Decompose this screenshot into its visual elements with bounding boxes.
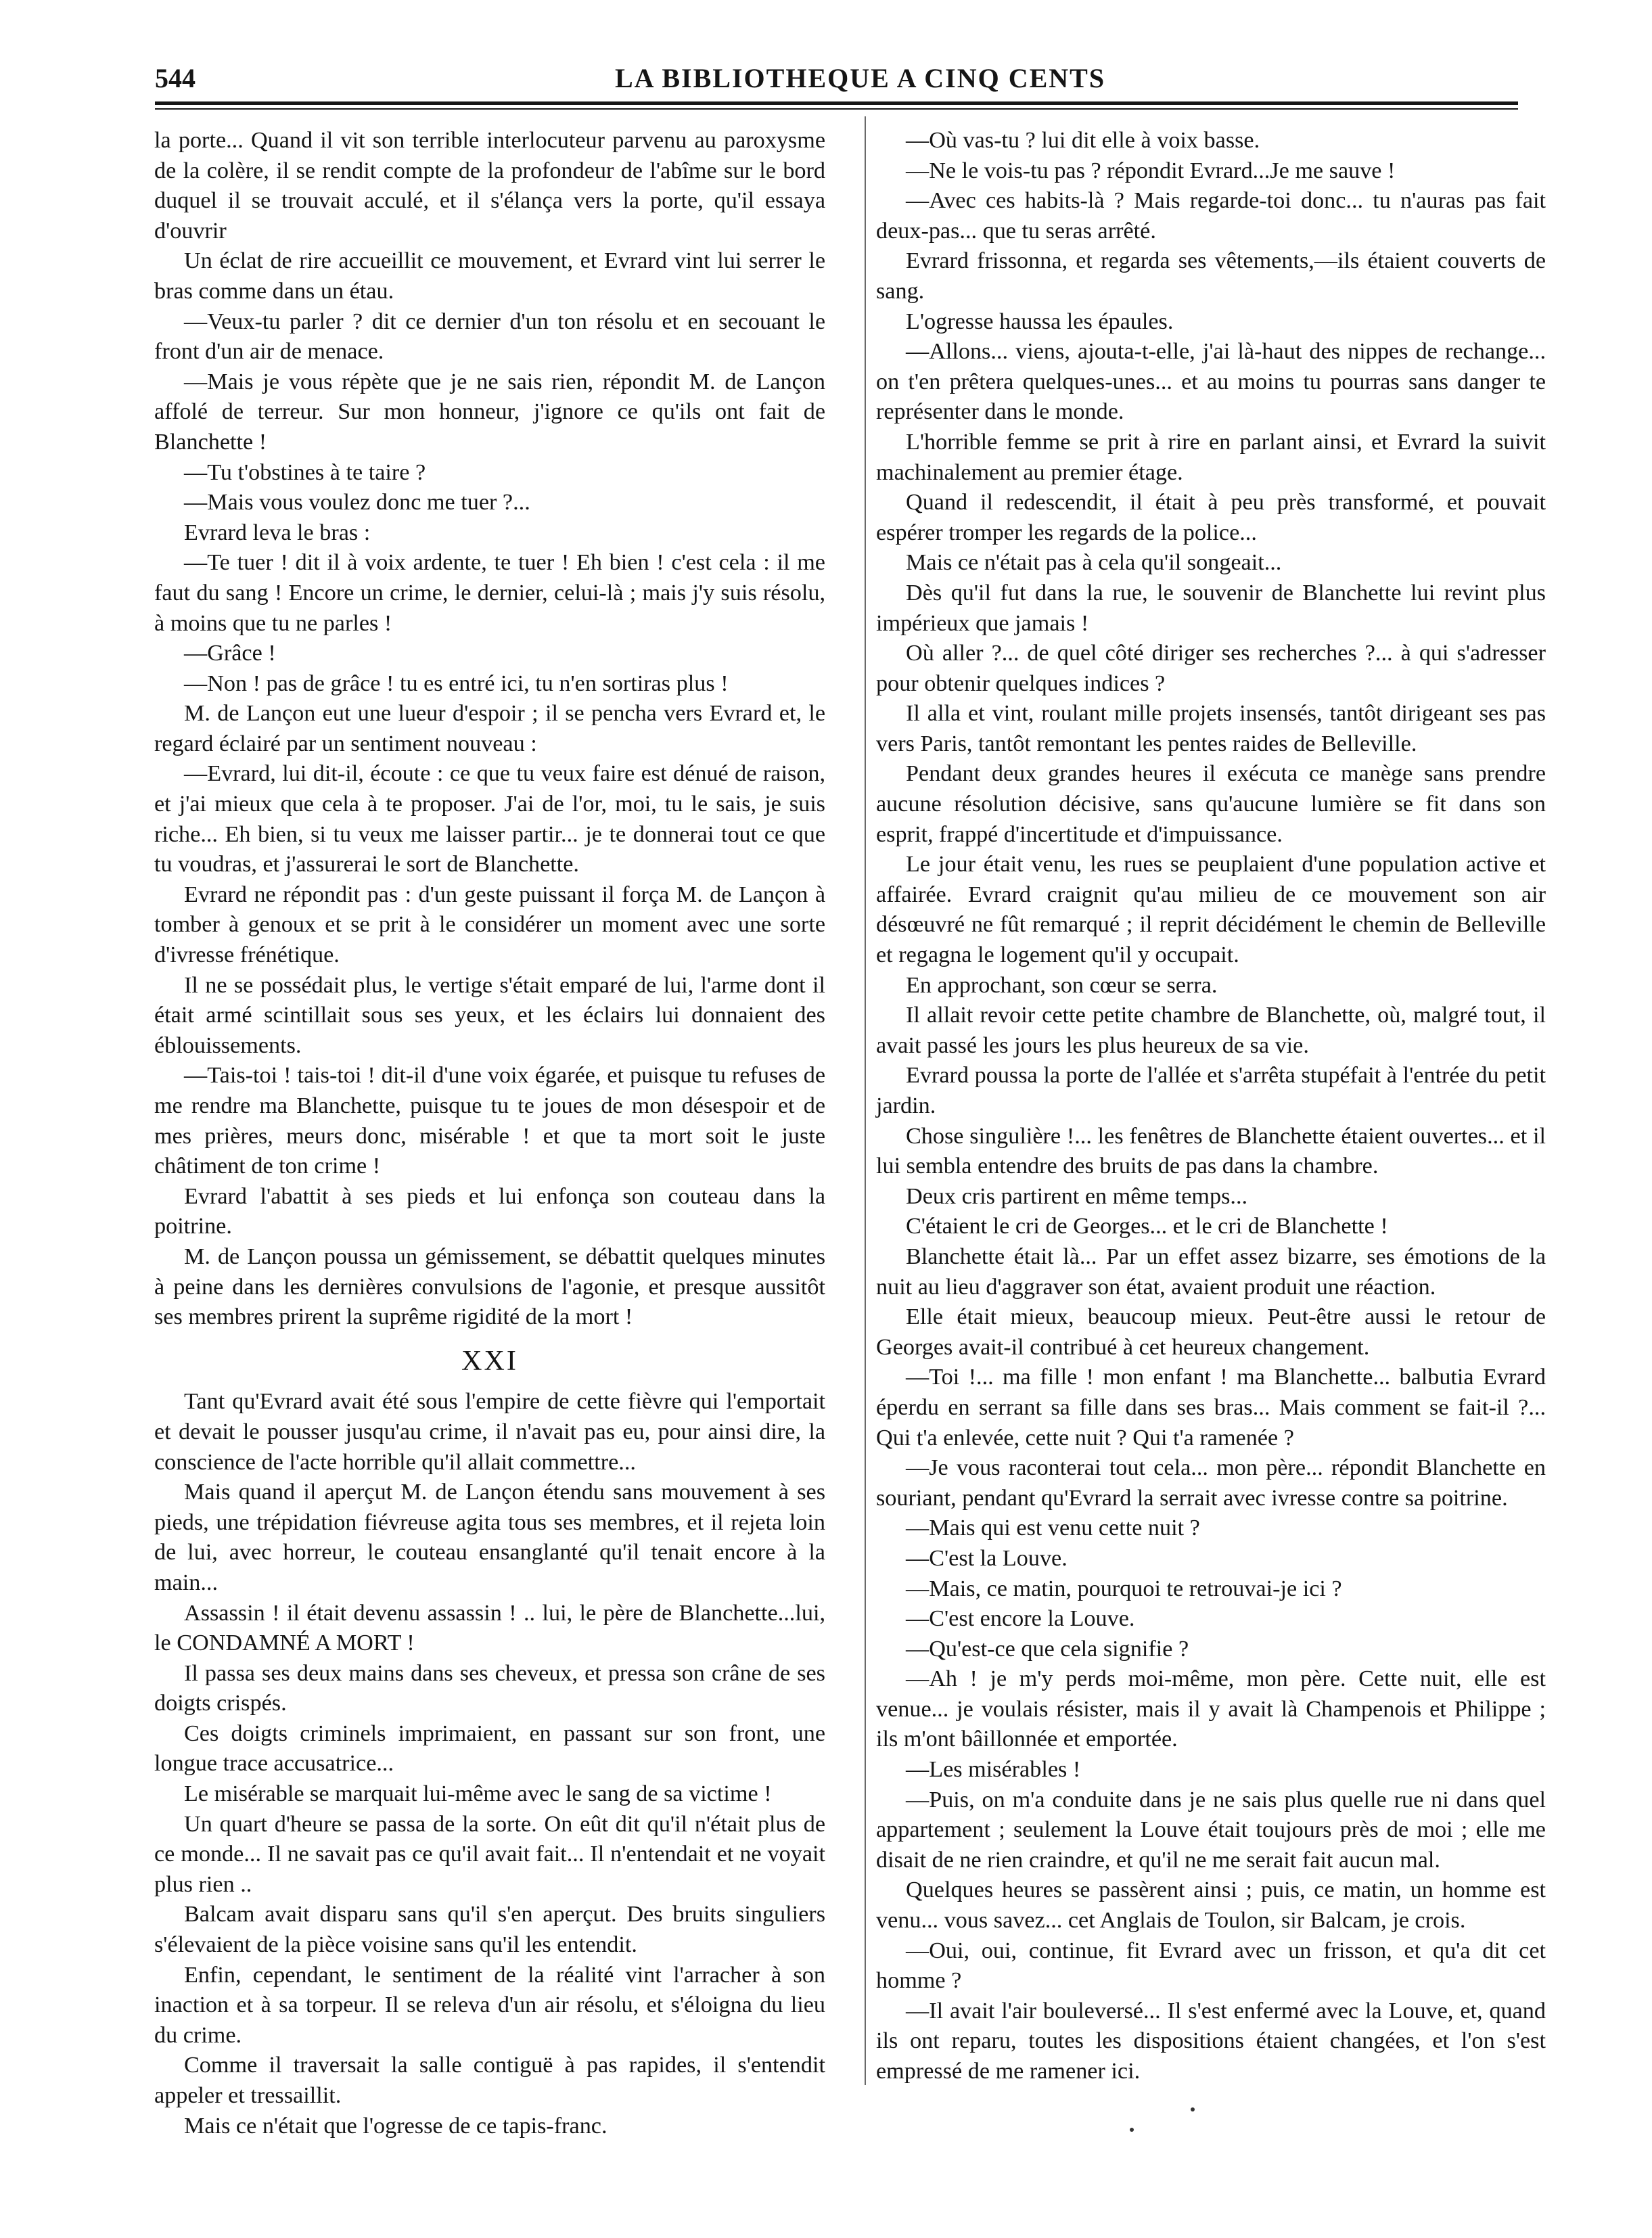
right-column [876,126,1546,2087]
chapter-heading: XXI [461,1345,518,1377]
paragraph: Evrard frissonna, et regarda ses vêtements,—ils étaient couverts de sang. [876,248,1546,304]
paragraph: —Tu t'obstines à te taire ? [184,459,426,485]
paragraph: M. de Lançon eut une lueur d'espoir ; il se pencha vers Evrard et, le regard éclairé par un sentiment nouveau : [154,701,825,756]
print-specks [1116,2101,1252,2155]
paragraph: Mais ce n'était pas à cela qu'il songeait... [906,550,1282,576]
paragraph: —Avec ces habits-là ? Mais regarde-toi donc... tu n'auras pas fait deux-pas... que tu seras arrêté. [876,188,1546,244]
ink-speck [1130,2128,1134,2132]
paragraph: Mais ce n'était que l'ogresse de ce tapis-franc. [184,2113,607,2139]
paragraph: —Ah ! je m'y perds moi-même, mon père. Cette nuit, elle est venue... je voulais résister, mais il y avait là Champenois et Philippe ; ils m'ont bâillonnée et emportée. [876,1666,1546,1752]
running-title: LA BIBLIOTHEQUE A CINQ CENTS [615,63,1106,93]
paragraph: L'ogresse haussa les épaules. [906,309,1174,334]
paragraph: Quelques heures se passèrent ainsi ; puis, ce matin, un homme est venu... vous savez... cet Anglais de Toulon, sir Balcam, je crois. [876,1877,1546,1934]
paragraph: Evrard ne répondit pas : d'un geste puissant il força M. de Lançon à tomber à genoux et se prit à le considérer un moment avec une sorte d'ivresse frénétique. [154,882,825,968]
paragraph: Tant qu'Evrard avait été sous l'empire de cette fièvre qui l'emportait et devait le pousser jusqu'au crime, il n'avait pas eu, pour ainsi dire, la conscience de l'acte horrible qu'il allait commettre... [154,1389,825,1475]
paragraph: —Où vas-tu ? lui dit elle à voix basse. [906,128,1260,153]
paragraph: —Puis, on m'a conduite dans je ne sais plus quelle rue ni dans quel appartement ; seulement la Louve était toujours près de moi ; elle me disait de ne rien craindre, et qu'il ne me serait fait aucun mal. [876,1787,1546,1873]
paragraph: —Ne le vois-tu pas ? répondit Evrard...Je me sauve ! [906,158,1396,183]
paragraph: Balcam avait disparu sans qu'il s'en aperçut. Des bruits singuliers s'élevaient de la pièce voisine sans qu'il les entendit. [154,1902,825,1958]
left-column [154,126,825,2141]
header-rule-thick [155,101,1518,105]
paragraph: Le misérable se marquait lui-même avec le sang de sa victime ! [184,1781,772,1807]
paragraph: Dès qu'il fut dans la rue, le souvenir de Blanchette lui revint plus impérieux que jamais ! [876,580,1546,636]
paragraph: C'étaient le cri de Georges... et le cri de Blanchette ! [906,1214,1388,1239]
paragraph: —Qu'est-ce que cela signifie ? [906,1636,1189,1662]
paragraph: —C'est encore la Louve. [906,1606,1135,1632]
paragraph: Evrard poussa la porte de l'allée et s'arrêta stupéfait à l'entrée du petit jardin. [876,1063,1546,1118]
page-number: 544 [155,63,196,93]
column-divider [865,116,866,2085]
paragraph: Mais quand il aperçut M. de Lançon étendu sans mouvement à ses pieds, une trépidation fiévreuse agita tous ses membres, et il rejeta loin de lui, avec horreur, le couteau ensanglanté qu'il tenait encore à la main... [154,1480,825,1595]
page-header [155,62,1518,104]
paragraph: —Toi !... ma fille ! mon enfant ! ma Blanchette... balbutia Evrard éperdu en serrant sa fille dans ses bras... Mais comment se fait-il ?... Qui t'a enlevée, cette nuit ? Qui t'a ramenée ? [876,1365,1546,1451]
paragraph: Un quart d'heure se passa de la sorte. On eût dit qu'il n'était plus de ce monde... Il ne savait pas ce qu'il avait fait... Il n'entendait et ne voyait plus rien .. [154,1811,825,1897]
paragraph: Deux cris partirent en même temps... [906,1183,1248,1209]
paragraph: —Mais vous voulez donc me tuer ?... [184,490,530,516]
paragraph: M. de Lançon poussa un gémissement, se débattit quelques minutes à peine dans les dernières convulsions de l'agonie, et presque aussitôt ses membres prirent la suprême rigidité de la mort ! [154,1243,825,1330]
header-rule-thin [155,108,1518,110]
paragraph: Un éclat de rire accueillit ce mouvement, et Evrard vint lui serrer le bras comme dans un étau. [154,248,825,304]
paragraph: —Tais-toi ! tais-toi ! dit-il d'une voix égarée, et puisque tu refuses de me rendre ma Blanchette, puisque tu te joues de mon désespoir et de mes prières, meurs donc, misérable ! et que ta mort soit le juste châtiment de ton crime ! [154,1063,825,1179]
paragraph: Il alla et vint, roulant mille projets insensés, tantôt dirigeant ses pas vers Paris, tantôt remontant les pentes raides de Belleville. [876,701,1546,756]
paragraph: L'horrible femme se prit à rire en parlant ainsi, et Evrard la suivit machinalement au premier étage. [876,429,1546,485]
paragraph: Comme il traversait la salle contiguë à pas rapides, il s'entendit appeler et tressaillit. [154,2053,825,2108]
paragraph: —C'est la Louve. [906,1545,1068,1571]
paragraph: Il passa ses deux mains dans ses cheveux, et pressa son crâne de ses doigts crispés. [154,1660,825,1716]
paragraph: Il ne se possédait plus, le vertige s'était emparé de lui, l'arme dont il était armé scintillait sous ses yeux, et les éclairs lui donnaient des éblouissements. [154,972,825,1058]
paragraph: Il allait revoir cette petite chambre de Blanchette, où, malgré tout, il avait passé les jours les plus heureux de sa vie. [876,1003,1546,1058]
paragraph: Elle était mieux, beaucoup mieux. Peut-être aussi le retour de Georges avait-il contribué à cet heureux changement. [876,1304,1546,1360]
paragraph: Evrard l'abattit à ses pieds et lui enfonça son couteau dans la poitrine. [154,1183,825,1239]
paragraph: Assassin ! il était devenu assassin ! .. lui, le père de Blanchette...lui, le CONDAMNÉ A MORT ! [154,1600,825,1656]
paragraph: Le jour était venu, les rues se peuplaient d'une population active et affairée. Evrard craignit qu'au milieu de ce mouvement son air désœuvré ne fût remarqué ; il reprit décidément le chemin de Belleville et regagna le logement qu'il y occupait. [876,852,1546,968]
paragraph: —Les misérables ! [906,1757,1081,1783]
paragraph: Blanchette était là... Par un effet assez bizarre, ses émotions de la nuit au lieu d'aggraver son état, avaient produit une réaction. [876,1243,1546,1300]
paragraph: Quand il redescendit, il était à peu près transformé, et pouvait espérer tromper les regards de la police... [876,490,1546,545]
paragraph: —Mais, ce matin, pourquoi te retrouvai-je ici ? [906,1576,1342,1601]
paragraph: —Te tuer ! dit il à voix ardente, te tuer ! Eh bien ! c'est cela : il me faut du sang ! Encore un crime, le dernier, celui-là ; mais j'y suis résolu, à moins que tu ne parles ! [154,550,825,636]
paragraph: —Non ! pas de grâce ! tu es entré ici, tu n'en sortiras plus ! [184,670,729,696]
paragraph: —Il avait l'air bouleversé... Il s'est enfermé avec la Louve, et, quand ils ont reparu, toutes les dispositions étaient changées, et l'on s'est empressé de me ramener ici. [876,1998,1546,2084]
paragraph: la porte... Quand il vit son terrible interlocuteur parvenu au paroxysme de la colère, il se rendit compte de la profondeur de l'abîme sur le bord duquel il se trouvait acculé, et il s'élança vers la porte, qu'il essaya d'ouvrir [154,128,825,244]
paragraph: Enfin, cependant, le sentiment de la réalité vint l'arracher à son inaction et à sa torpeur. Il se releva d'un air résolu, et s'éloigna du lieu du crime. [154,1962,825,2048]
paragraph: —Mais je vous répète que je ne sais rien, répondit M. de Lançon affolé de terreur. Sur mon honneur, j'ignore ce qu'ils ont fait de Blanchette ! [154,369,825,455]
ink-speck [1191,2107,1195,2111]
paragraph: Evrard leva le bras : [184,520,371,545]
paragraph: —Grâce ! [184,641,276,666]
paragraph: —Mais qui est venu cette nuit ? [906,1515,1200,1541]
paragraph: Ces doigts criminels imprimaient, en passant sur son front, une longue trace accusatrice... [154,1720,825,1777]
paragraph: —Evrard, lui dit-il, écoute : ce que tu veux faire est dénué de raison, et j'ai mieux que cela à te proposer. J'ai de l'or, moi, tu le sais, je suis riche... Eh bien, si tu veux me laisser partir... je te donnerai tout ce que tu voudras, et j'assurerai le sort de Blanchette. [154,761,825,877]
paragraph: En approchant, son cœur se serra. [906,972,1218,998]
paragraph: Chose singulière !... les fenêtres de Blanchette étaient ouvertes... et il lui sembla entendre des bruits de pas dans la chambre. [876,1123,1546,1179]
paragraph: Où aller ?... de quel côté diriger ses recherches ?... à qui s'adresser pour obtenir quelques indices ? [876,641,1546,696]
paragraph: —Veux-tu parler ? dit ce dernier d'un ton résolu et en secouant le front d'un air de menace. [154,309,825,365]
paragraph: Pendant deux grandes heures il exécuta ce manège sans prendre aucune résolution décisive, sans qu'aucune lumière se fit dans son esprit, frappé d'incertitude et d'impuissance. [876,761,1546,847]
paragraph: —Je vous raconterai tout cela... mon père... répondit Blanchette en souriant, pendant qu'Evrard la serrait avec ivresse contre sa poitrine. [876,1455,1546,1511]
paragraph: —Oui, oui, continue, fit Evrard avec un frisson, et qu'a dit cet homme ? [876,1938,1546,1994]
paragraph: —Allons... viens, ajouta-t-elle, j'ai là-haut des nippes de rechange... on t'en prêtera quelques-unes... et au moins tu pourras sans danger te représenter dans le monde. [876,339,1546,425]
